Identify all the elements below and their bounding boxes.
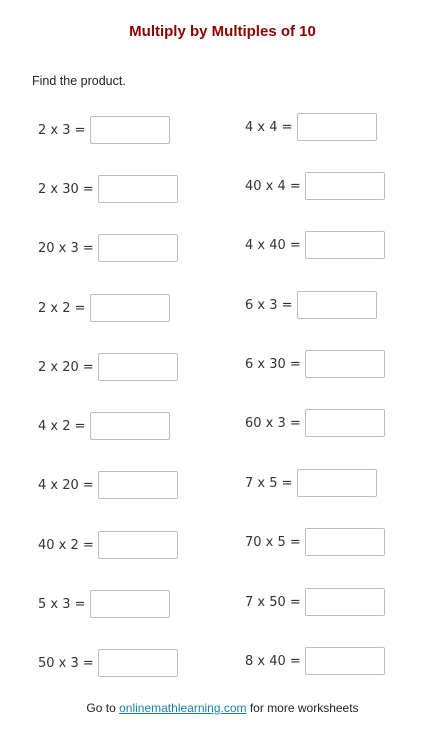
problem-row <box>38 233 178 263</box>
problem-expression: 2 x 30 = <box>38 181 94 197</box>
answer-input[interactable] <box>297 469 377 497</box>
footer-prefix: Go to <box>86 701 120 715</box>
problem-row <box>245 230 385 260</box>
problem-expression: 7 x 5 = <box>245 475 293 491</box>
answer-input[interactable] <box>98 531 178 559</box>
problem-row <box>245 646 385 676</box>
answer-input[interactable] <box>90 294 170 322</box>
problem-row <box>38 530 178 560</box>
problem-expression: 2 x 2 = <box>38 300 86 316</box>
problem-row <box>38 352 178 382</box>
problem-expression: 60 x 3 = <box>245 415 301 431</box>
problem-row <box>38 411 170 441</box>
problem-row <box>38 648 178 678</box>
answer-input[interactable] <box>90 116 170 144</box>
problem-row <box>245 171 385 201</box>
problem-expression: 4 x 2 = <box>38 418 86 434</box>
answer-input[interactable] <box>305 588 385 616</box>
problem-expression: 40 x 4 = <box>245 178 301 194</box>
worksheet-title: Multiply by Multiples of 10 <box>129 23 316 40</box>
answer-input[interactable] <box>98 175 178 203</box>
problem-row <box>245 527 385 557</box>
answer-input[interactable] <box>98 353 178 381</box>
problem-expression: 70 x 5 = <box>245 534 301 550</box>
footer <box>0 701 445 715</box>
answer-input[interactable] <box>297 291 377 319</box>
answer-input[interactable] <box>90 590 170 618</box>
problem-expression: 40 x 2 = <box>38 537 94 553</box>
problem-row <box>245 408 385 438</box>
problem-expression: 8 x 40 = <box>245 653 301 669</box>
answer-input[interactable] <box>305 350 385 378</box>
answer-input[interactable] <box>305 231 385 259</box>
answer-input[interactable] <box>305 409 385 437</box>
answer-input[interactable] <box>90 412 170 440</box>
problem-row <box>245 468 377 498</box>
answer-input[interactable] <box>98 234 178 262</box>
problem-row <box>38 115 170 145</box>
answer-input[interactable] <box>297 113 377 141</box>
problem-expression: 4 x 20 = <box>38 477 94 493</box>
answer-input[interactable] <box>305 647 385 675</box>
problem-expression: 6 x 30 = <box>245 356 301 372</box>
problem-expression: 50 x 3 = <box>38 655 94 671</box>
answer-input[interactable] <box>305 528 385 556</box>
problem-expression: 4 x 40 = <box>245 237 301 253</box>
problem-expression: 2 x 20 = <box>38 359 94 375</box>
problem-expression: 2 x 3 = <box>38 122 86 138</box>
problem-row <box>38 470 178 500</box>
answer-input[interactable] <box>98 471 178 499</box>
problem-row <box>245 290 377 320</box>
footer-suffix: for more worksheets <box>246 701 359 715</box>
problem-row <box>245 112 377 142</box>
problem-expression: 20 x 3 = <box>38 240 94 256</box>
problem-row <box>245 587 385 617</box>
instruction-text: Find the product. <box>32 74 126 88</box>
problem-row <box>245 349 385 379</box>
site-link[interactable]: onlinemathlearning.com <box>119 701 247 715</box>
answer-input[interactable] <box>98 649 178 677</box>
problem-row <box>38 293 170 323</box>
problem-expression: 6 x 3 = <box>245 297 293 313</box>
answer-input[interactable] <box>305 172 385 200</box>
problem-expression: 7 x 50 = <box>245 594 301 610</box>
problem-expression: 5 x 3 = <box>38 596 86 612</box>
problem-row <box>38 174 178 204</box>
problem-row <box>38 589 170 619</box>
problem-expression: 4 x 4 = <box>245 119 293 135</box>
